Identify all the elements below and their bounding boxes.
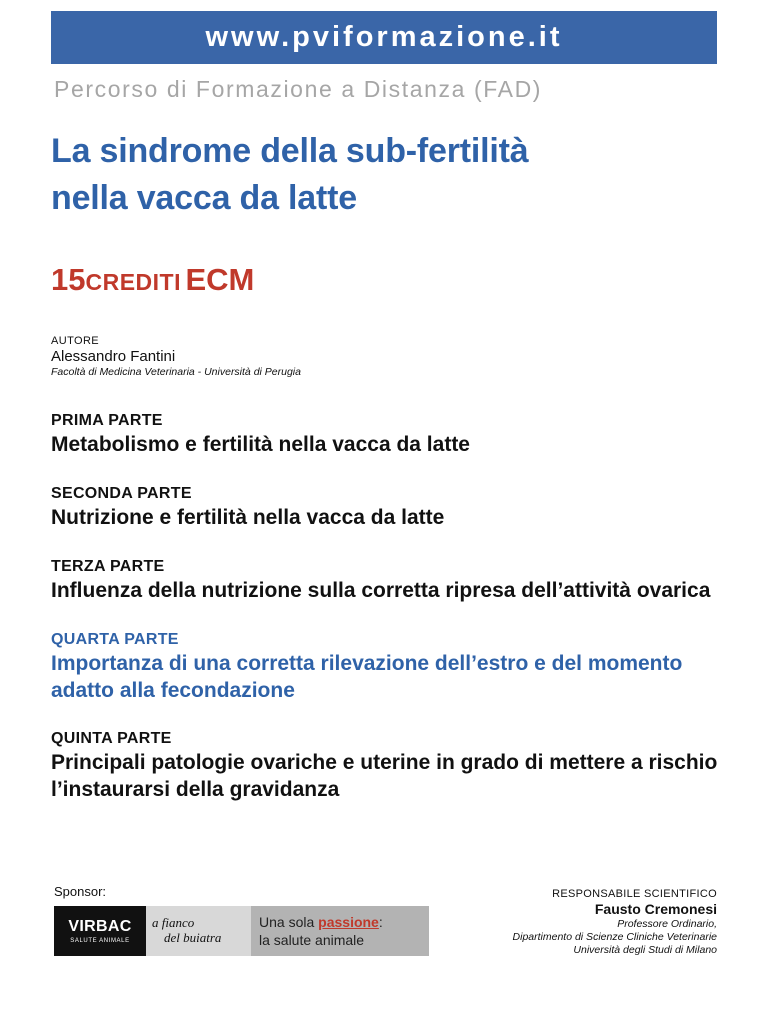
part-label: QUARTA PARTE (51, 630, 179, 648)
sponsor-brand-tagline: SALUTE ANIMALE (70, 937, 130, 944)
list-item (51, 730, 741, 804)
part-label: TERZA PARTE (51, 557, 165, 575)
author-label: AUTORE (51, 335, 100, 347)
sponsor-banner (54, 906, 429, 956)
part-label: PRIMA PARTE (51, 412, 163, 429)
parts-list (51, 412, 741, 830)
sponsor-brand-name: VIRBAC (68, 917, 132, 935)
page-title-line-2: nella vacca da latte (51, 178, 357, 217)
sponsor-claim-line-2: la salute animale (259, 932, 365, 948)
part-title: Importanza di una corretta rilevazione dell’estro e del momento adatto alla fecondazione (51, 651, 683, 702)
credits-badge (51, 262, 254, 298)
scientific-director-label: RESPONSABILE SCIENTIFICO (552, 888, 717, 900)
sponsor-claim-prefix: Una sola (259, 914, 319, 930)
author-name: Alessandro Fantini (51, 348, 176, 365)
list-item (51, 558, 741, 605)
scientific-director-name: Fausto Cremonesi (594, 901, 717, 917)
course-program-subtitle: Percorso di Formazione a Distanza (FAD) (54, 76, 543, 102)
list-item (51, 485, 741, 532)
scientific-director-role: Professore Ordinario, (617, 918, 717, 930)
part-title: Nutrizione e fertilità nella vacca da latte (51, 505, 445, 529)
part-title: Principali patologie ovariche e uterine in grado di mettere a rischio l’instaurarsi della gravidanza (51, 751, 718, 802)
header-band (51, 11, 717, 64)
sponsor-tagline (146, 906, 251, 956)
sponsor-tagline-line-2: del buiatra (164, 930, 222, 945)
scientific-director-university: Università degli Studi di Milano (573, 944, 717, 956)
part-label: QUINTA PARTE (51, 730, 172, 748)
part-title: Influenza della nutrizione sulla corretta ripresa dell’attività ovarica (51, 578, 711, 602)
scientific-director-block (397, 888, 717, 956)
page-title-line-1: La sindrome della sub-fertilità (51, 132, 529, 170)
credits-number: 15 (51, 262, 86, 297)
sponsor-claim-suffix: : (378, 914, 383, 930)
sponsor-logo (54, 906, 146, 956)
part-title: Metabolismo e fertilità nella vacca da latte (51, 433, 470, 456)
sponsor-claim-highlight: passione (318, 914, 379, 930)
list-item (51, 631, 741, 705)
credits-ecm: ECM (185, 262, 255, 297)
author-affiliation: Facoltà di Medicina Veterinaria - Università di Perugia (51, 366, 301, 378)
sponsor-tagline-line-1: a fianco (152, 915, 195, 931)
credits-word: CREDITI (85, 269, 181, 295)
sponsor-label: Sponsor: (54, 884, 107, 899)
part-label: SECONDA PARTE (51, 484, 192, 502)
author-block (51, 335, 301, 378)
scientific-director-department: Dipartimento di Scienze Cliniche Veterinarie (512, 931, 717, 943)
website-url: www.pviformazione.it (205, 21, 563, 53)
list-item (51, 412, 741, 459)
page-title (51, 128, 731, 222)
